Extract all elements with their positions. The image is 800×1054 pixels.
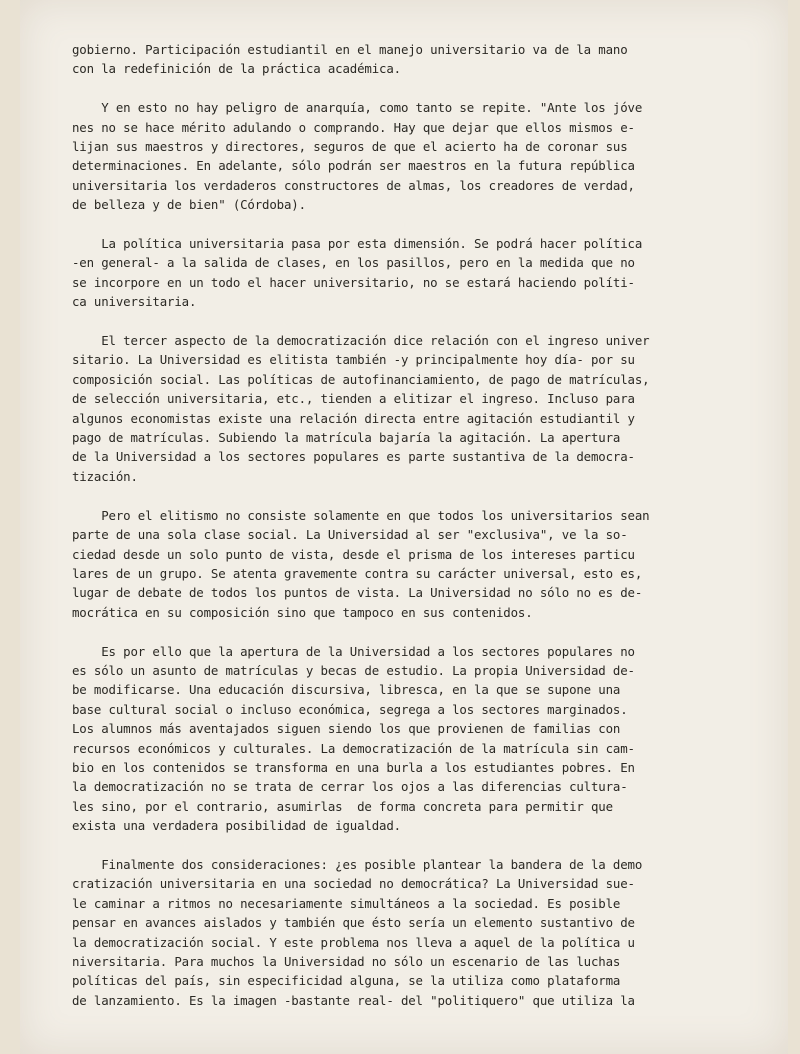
document-body bbox=[72, 40, 782, 1030]
text-line: -en general- a la salida de clases, en los pasillos, pero en la medida que no bbox=[72, 255, 635, 271]
text-line: bio en los contenidos se transforma en una burla a los estudiantes pobres. En bbox=[72, 759, 635, 775]
text-line: lijan sus maestros y directores, seguros de que el acierto ha de coronar sus bbox=[72, 139, 628, 155]
text-line: de selección universitaria, etc., tienden a elitizar el ingreso. Incluso para bbox=[72, 391, 635, 407]
paragraph-4 bbox=[72, 331, 782, 486]
text-line: gobierno. Participación estudiantil en el manejo universitario va de la mano bbox=[72, 42, 628, 57]
text-line: Pero el elitismo no consiste solamente en que todos los universitarios sean bbox=[72, 507, 650, 523]
paragraph-6 bbox=[72, 642, 782, 836]
text-line: recursos económicos y culturales. La democratización de la matrícula sin cam- bbox=[72, 740, 635, 756]
text-line: les sino, por el contrario, asumirlas de forma concreta para permitir que bbox=[72, 798, 613, 814]
text-line: Y en esto no hay peligro de anarquía, como tanto se repite. "Ante los jóve bbox=[72, 100, 643, 116]
text-line: Finalmente dos consideraciones: ¿es posible plantear la bandera de la demo bbox=[72, 856, 643, 872]
text-line: exista una verdadera posibilidad de igualdad. bbox=[72, 818, 401, 834]
text-line: Los alumnos más aventajados siguen siendo los que provienen de familias con bbox=[72, 721, 621, 737]
paragraph-1 bbox=[72, 40, 782, 79]
text-line: composición social. Las políticas de autofinanciamiento, de pago de matrículas, bbox=[72, 371, 650, 387]
text-line: es sólo un asunto de matrículas y becas de estudio. La propia Universidad de- bbox=[72, 662, 635, 678]
text-line: ca universitaria. bbox=[72, 294, 197, 310]
text-line: Es por ello que la apertura de la Universidad a los sectores populares no bbox=[72, 643, 635, 659]
text-line: de la Universidad a los sectores populares es parte sustantiva de la democra- bbox=[72, 449, 635, 465]
text-line: pago de matrículas. Subiendo la matrícula bajaría la agitación. La apertura bbox=[72, 430, 621, 446]
text-line: tización. bbox=[72, 468, 138, 484]
text-line: cratización universitaria en una sociedad no democrática? La Universidad sue- bbox=[72, 876, 635, 892]
text-line: la democratización no se trata de cerrar los ojos a las diferencias cultura- bbox=[72, 779, 628, 795]
paragraph-3 bbox=[72, 234, 782, 312]
text-line: be modificarse. Una educación discursiva, libresca, en la que se supone una bbox=[72, 682, 621, 698]
text-line: de lanzamiento. Es la imagen -bastante real- del "politiquero" que utiliza la bbox=[72, 992, 635, 1008]
text-line: se incorpore en un todo el hacer universitario, no se estará haciendo políti- bbox=[72, 274, 635, 290]
text-line: El tercer aspecto de la democratización dice relación con el ingreso univer bbox=[72, 333, 650, 349]
text-line: La política universitaria pasa por esta dimensión. Se podrá hacer política bbox=[72, 236, 643, 252]
paragraph-7 bbox=[72, 855, 782, 1010]
text-line: pensar en avances aislados y también que ésto sería un elemento sustantivo de bbox=[72, 915, 635, 931]
text-line: ciedad desde un solo punto de vista, desde el prisma de los intereses particu bbox=[72, 546, 635, 562]
text-line: universitaria los verdaderos constructores de almas, los creadores de verdad, bbox=[72, 177, 635, 193]
document-page bbox=[20, 0, 788, 1054]
text-line: nes no se hace mérito adulando o comprando. Hay que dejar que ellos mismos e- bbox=[72, 119, 635, 135]
text-line: niversitaria. Para muchos la Universidad no sólo un escenario de las luchas bbox=[72, 954, 621, 969]
text-line: políticas del país, sin especificidad alguna, se la utiliza como plataforma bbox=[72, 973, 621, 989]
text-line: lugar de debate de todos los puntos de vista. La Universidad no sólo no es de- bbox=[72, 585, 643, 601]
text-line: parte de una sola clase social. La Universidad al ser "exclusiva", ve la so- bbox=[72, 527, 628, 543]
text-line: le caminar a ritmos no necesariamente simultáneos a la sociedad. Es posible bbox=[72, 895, 621, 911]
paragraph-5 bbox=[72, 506, 782, 622]
text-line: con la redefinición de la práctica académica. bbox=[72, 61, 401, 77]
text-line: algunos economistas existe una relación directa entre agitación estudiantil y bbox=[72, 410, 635, 426]
text-line: la democratización social. Y este problema nos lleva a aquel de la política u bbox=[72, 934, 635, 950]
text-line: sitario. La Universidad es elitista también -y principalmente hoy día- por su bbox=[72, 352, 635, 368]
text-line: base cultural social o incluso económica, segrega a los sectores marginados. bbox=[72, 701, 628, 717]
text-line: mocrática en su composición sino que tampoco en sus contenidos. bbox=[72, 604, 533, 620]
text-line: determinaciones. En adelante, sólo podrán ser maestros en la futura república bbox=[72, 158, 635, 174]
paragraph-2 bbox=[72, 98, 782, 214]
text-line: de belleza y de bien" (Córdoba). bbox=[72, 197, 306, 213]
text-line: lares de un grupo. Se atenta gravemente contra su carácter universal, esto es, bbox=[72, 565, 643, 581]
